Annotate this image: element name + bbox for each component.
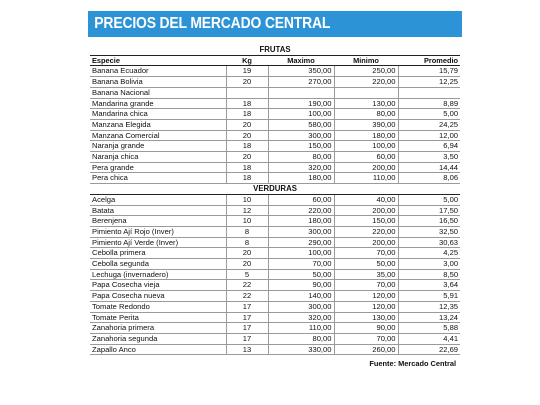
cell-especie: Banana Ecuador [90, 66, 226, 77]
cell-maximo: 70,00 [268, 259, 334, 270]
price-table [90, 45, 460, 355]
table-row [90, 98, 460, 109]
cell-especie: Zanahoria segunda [90, 333, 226, 344]
price-table-body [90, 45, 460, 355]
cell-promedio: 3,00 [398, 259, 460, 270]
cell-kg: 20 [226, 259, 268, 270]
column-header-row [90, 55, 460, 66]
cell-kg: 20 [226, 248, 268, 259]
cell-especie: Naranja chica [90, 152, 226, 163]
cell-maximo: 300,00 [268, 301, 334, 312]
cell-especie: Tomate Redondo [90, 301, 226, 312]
cell-minimo: 220,00 [334, 77, 398, 88]
table-row [90, 130, 460, 141]
cell-kg: 22 [226, 291, 268, 302]
cell-kg: 17 [226, 323, 268, 334]
cell-maximo: 180,00 [268, 173, 334, 184]
cell-especie: Manzana Elegida [90, 119, 226, 130]
cell-especie: Zapallo Anco [90, 344, 226, 355]
cell-minimo: 250,00 [334, 66, 398, 77]
cell-maximo: 50,00 [268, 269, 334, 280]
table-row [90, 333, 460, 344]
cell-promedio: 12,00 [398, 130, 460, 141]
page-title: PRECIOS DEL MERCADO CENTRAL [94, 15, 331, 32]
cell-maximo: 350,00 [268, 66, 334, 77]
cell-especie: Mandarina grande [90, 98, 226, 109]
cell-promedio: 12,25 [398, 77, 460, 88]
cell-maximo: 80,00 [268, 333, 334, 344]
cell-kg: 8 [226, 226, 268, 237]
cell-kg: 20 [226, 77, 268, 88]
table-row [90, 205, 460, 216]
table-row [90, 237, 460, 248]
cell-especie: Banana Bolivia [90, 77, 226, 88]
cell-minimo: 60,00 [334, 152, 398, 163]
cell-minimo: 120,00 [334, 301, 398, 312]
table-row [90, 291, 460, 302]
cell-minimo: 90,00 [334, 323, 398, 334]
cell-promedio: 17,50 [398, 205, 460, 216]
table-row [90, 269, 460, 280]
cell-maximo: 100,00 [268, 109, 334, 120]
cell-kg: 18 [226, 162, 268, 173]
cell-maximo: 320,00 [268, 162, 334, 173]
cell-minimo: 200,00 [334, 162, 398, 173]
cell-especie: Batata [90, 205, 226, 216]
cell-kg: 17 [226, 333, 268, 344]
cell-minimo: 200,00 [334, 237, 398, 248]
cell-minimo: 110,00 [334, 173, 398, 184]
cell-promedio: 3,50 [398, 152, 460, 163]
cell-maximo: 80,00 [268, 152, 334, 163]
cell-minimo: 70,00 [334, 248, 398, 259]
cell-especie: Pera grande [90, 162, 226, 173]
cell-minimo: 220,00 [334, 226, 398, 237]
cell-kg [226, 87, 268, 98]
cell-especie: Acelga [90, 194, 226, 205]
table-row [90, 162, 460, 173]
cell-minimo: 50,00 [334, 259, 398, 270]
cell-especie: Papa Cosecha nueva [90, 291, 226, 302]
table-row [90, 152, 460, 163]
column-header-minimo: Minimo [334, 55, 398, 66]
cell-especie: Berenjena [90, 216, 226, 227]
cell-promedio: 14,44 [398, 162, 460, 173]
section-header [90, 45, 460, 55]
table-row [90, 77, 460, 88]
cell-maximo: 220,00 [268, 205, 334, 216]
cell-promedio: 5,88 [398, 323, 460, 334]
cell-kg: 18 [226, 173, 268, 184]
cell-promedio: 5,00 [398, 109, 460, 120]
cell-maximo: 100,00 [268, 248, 334, 259]
cell-promedio: 3,64 [398, 280, 460, 291]
table-row [90, 119, 460, 130]
cell-promedio: 13,24 [398, 312, 460, 323]
column-header-promedio: Promedio [398, 55, 460, 66]
cell-promedio: 22,69 [398, 344, 460, 355]
cell-maximo: 90,00 [268, 280, 334, 291]
cell-minimo: 180,00 [334, 130, 398, 141]
cell-maximo: 300,00 [268, 130, 334, 141]
cell-especie: Pimiento Ají Verde (Inver) [90, 237, 226, 248]
cell-promedio: 5,91 [398, 291, 460, 302]
section-header [90, 184, 460, 195]
cell-especie: Papa Cosecha vieja [90, 280, 226, 291]
cell-minimo: 390,00 [334, 119, 398, 130]
cell-minimo: 200,00 [334, 205, 398, 216]
cell-maximo: 180,00 [268, 216, 334, 227]
cell-especie: Naranja grande [90, 141, 226, 152]
cell-especie: Tomate Perita [90, 312, 226, 323]
cell-minimo: 70,00 [334, 280, 398, 291]
table-row [90, 301, 460, 312]
cell-kg: 20 [226, 152, 268, 163]
cell-maximo: 330,00 [268, 344, 334, 355]
cell-kg: 5 [226, 269, 268, 280]
cell-kg: 22 [226, 280, 268, 291]
cell-minimo: 70,00 [334, 333, 398, 344]
section-title: VERDURAS [90, 184, 460, 195]
title-banner [88, 11, 462, 37]
cell-maximo: 150,00 [268, 141, 334, 152]
cell-promedio: 8,06 [398, 173, 460, 184]
cell-kg: 18 [226, 141, 268, 152]
cell-promedio: 12,35 [398, 301, 460, 312]
table-row [90, 173, 460, 184]
cell-kg: 10 [226, 216, 268, 227]
cell-minimo: 260,00 [334, 344, 398, 355]
source-note: Fuente: Mercado Central [369, 359, 456, 369]
cell-especie: Cebolla primera [90, 248, 226, 259]
cell-minimo [334, 87, 398, 98]
cell-minimo: 130,00 [334, 312, 398, 323]
column-header-kg: Kg [226, 55, 268, 66]
cell-maximo: 270,00 [268, 77, 334, 88]
cell-especie: Lechuga (invernadero) [90, 269, 226, 280]
price-sheet [88, 11, 462, 368]
cell-especie: Mandarina chica [90, 109, 226, 120]
cell-promedio: 32,50 [398, 226, 460, 237]
cell-kg: 20 [226, 130, 268, 141]
table-row [90, 87, 460, 98]
cell-kg: 10 [226, 194, 268, 205]
table-row [90, 194, 460, 205]
cell-maximo [268, 87, 334, 98]
table-row [90, 226, 460, 237]
cell-maximo: 320,00 [268, 312, 334, 323]
table-row [90, 280, 460, 291]
cell-minimo: 100,00 [334, 141, 398, 152]
cell-kg: 18 [226, 98, 268, 109]
cell-promedio: 5,00 [398, 194, 460, 205]
cell-kg: 20 [226, 119, 268, 130]
cell-promedio: 15,79 [398, 66, 460, 77]
cell-promedio: 24,25 [398, 119, 460, 130]
cell-maximo: 110,00 [268, 323, 334, 334]
cell-minimo: 150,00 [334, 216, 398, 227]
cell-kg: 17 [226, 312, 268, 323]
cell-minimo: 130,00 [334, 98, 398, 109]
cell-promedio: 30,63 [398, 237, 460, 248]
table-row [90, 248, 460, 259]
section-title: FRUTAS [90, 45, 460, 55]
table-row [90, 216, 460, 227]
cell-maximo: 190,00 [268, 98, 334, 109]
table-row [90, 344, 460, 355]
cell-maximo: 290,00 [268, 237, 334, 248]
column-header-especie: Especie [90, 55, 226, 66]
cell-maximo: 580,00 [268, 119, 334, 130]
cell-especie: Banana Nacional [90, 87, 226, 98]
cell-kg: 19 [226, 66, 268, 77]
cell-promedio: 16,50 [398, 216, 460, 227]
column-header-maximo: Maximo [268, 55, 334, 66]
table-row [90, 109, 460, 120]
table-row [90, 323, 460, 334]
cell-promedio: 4,41 [398, 333, 460, 344]
table-row [90, 66, 460, 77]
table-row [90, 312, 460, 323]
cell-minimo: 120,00 [334, 291, 398, 302]
cell-kg: 18 [226, 109, 268, 120]
cell-promedio: 6,94 [398, 141, 460, 152]
cell-promedio: 4,25 [398, 248, 460, 259]
cell-kg: 17 [226, 301, 268, 312]
cell-maximo: 300,00 [268, 226, 334, 237]
cell-especie: Pimiento Ají Rojo (Inver) [90, 226, 226, 237]
table-row [90, 259, 460, 270]
cell-minimo: 80,00 [334, 109, 398, 120]
cell-kg: 12 [226, 205, 268, 216]
cell-minimo: 40,00 [334, 194, 398, 205]
cell-especie: Cebolla segunda [90, 259, 226, 270]
cell-maximo: 140,00 [268, 291, 334, 302]
cell-promedio: 8,50 [398, 269, 460, 280]
cell-especie: Pera chica [90, 173, 226, 184]
cell-especie: Manzana Comercial [90, 130, 226, 141]
cell-kg: 13 [226, 344, 268, 355]
cell-promedio [398, 87, 460, 98]
cell-kg: 8 [226, 237, 268, 248]
cell-especie: Zanahoria primera [90, 323, 226, 334]
cell-promedio: 8,89 [398, 98, 460, 109]
table-row [90, 141, 460, 152]
cell-maximo: 60,00 [268, 194, 334, 205]
cell-minimo: 35,00 [334, 269, 398, 280]
